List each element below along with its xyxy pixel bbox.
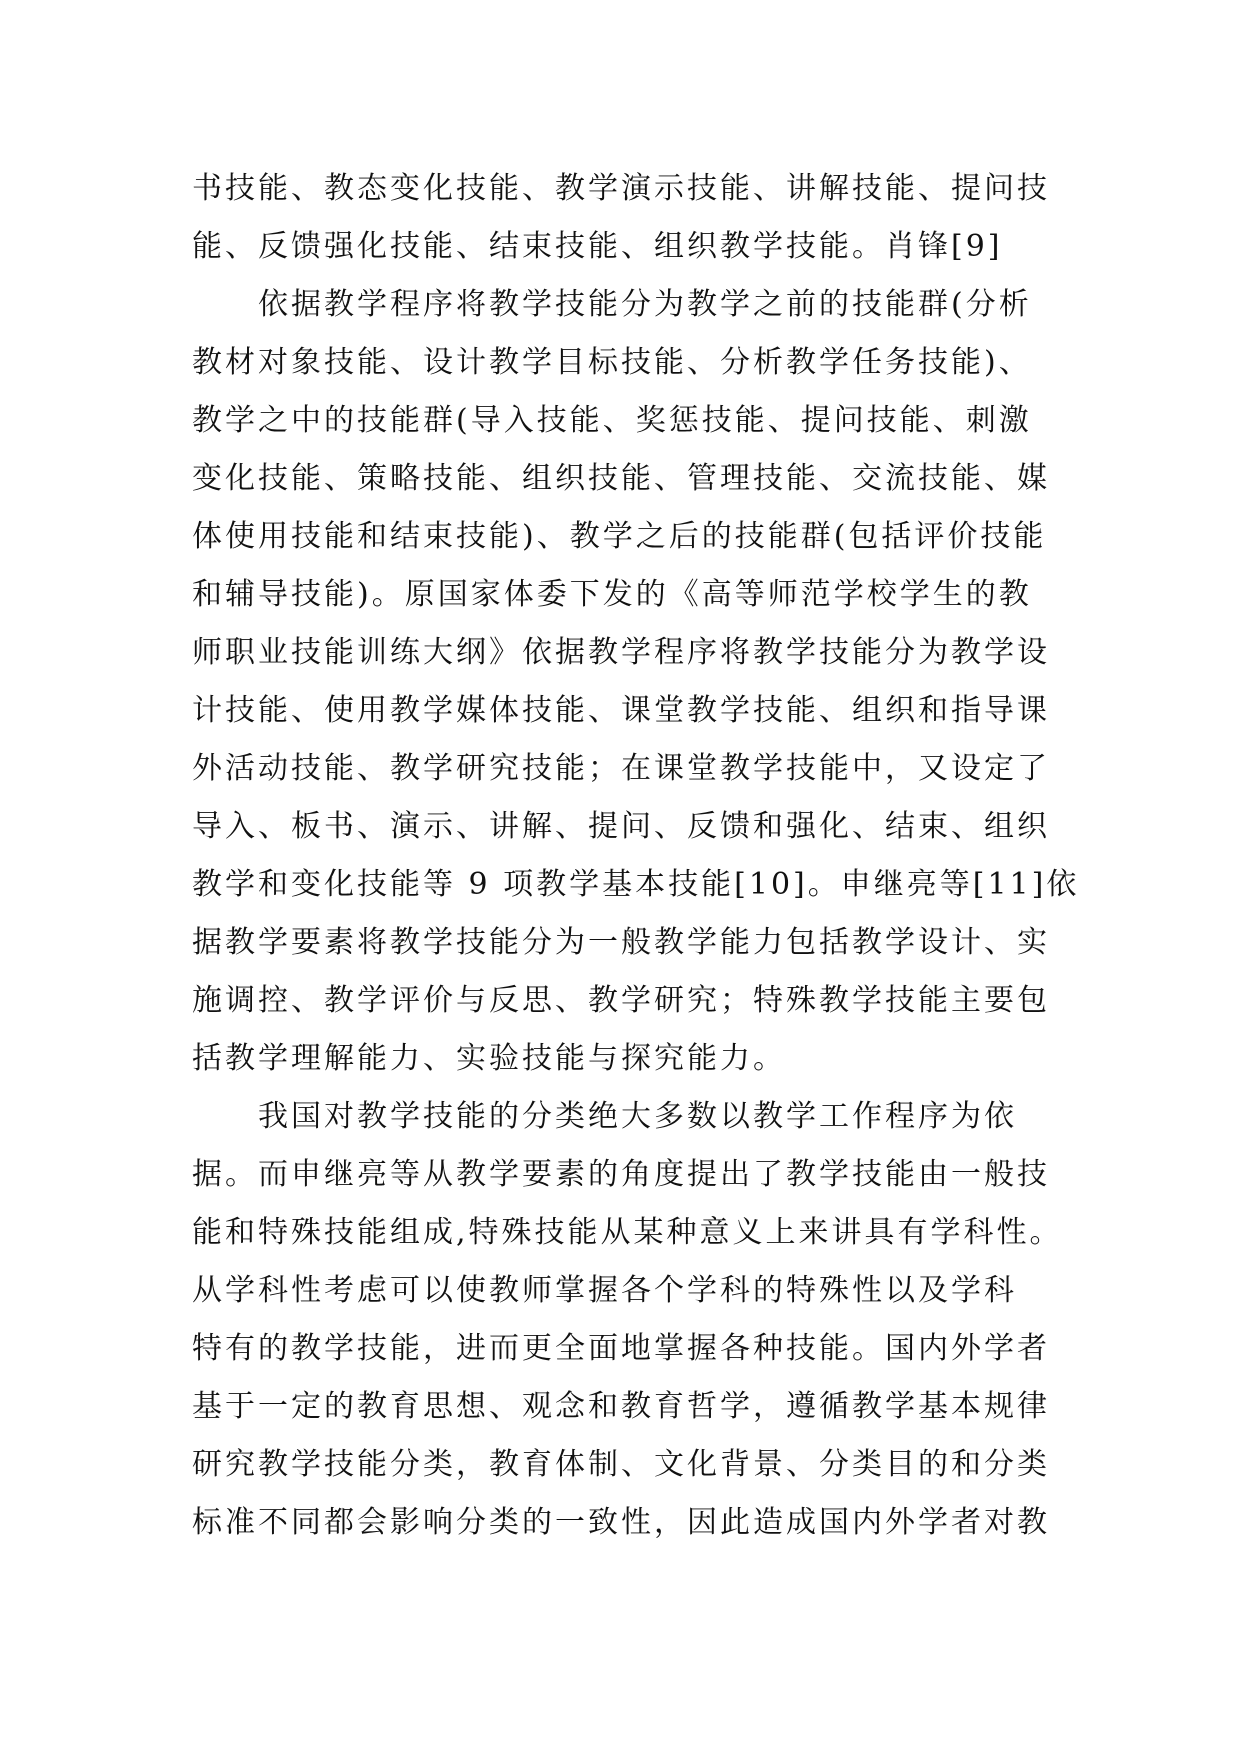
text-line: 能、反馈强化技能、结束技能、组织教学技能。肖锋[9] xyxy=(192,229,1003,264)
text-line: 和辅导技能)。原国家体委下发的《高等师范学校学生的教 xyxy=(192,577,1032,612)
text-line: 基于一定的教育思想、观念和教育哲学，遵循教学基本规律 xyxy=(192,1389,1050,1424)
text-line: 依据教学程序将教学技能分为教学之前的技能群(分析 xyxy=(192,287,1032,322)
text-line: 体使用技能和结束技能)、教学之后的技能群(包括评价技能 xyxy=(192,519,1047,554)
text-line: 标准不同都会影响分类的一致性，因此造成国内外学者对教 xyxy=(192,1505,1050,1540)
body-text xyxy=(192,160,1080,1552)
text-line: 教学之中的技能群(导入技能、奖惩技能、提问技能、刺激 xyxy=(192,403,1032,438)
paragraph-1 xyxy=(192,160,1052,276)
text-line: 教材对象技能、设计教学目标技能、分析教学任务技能)、 xyxy=(192,345,1032,380)
text-line: 特有的教学技能，进而更全面地掌握各种技能。国内外学者 xyxy=(192,1331,1050,1366)
text-line: 外活动技能、教学研究技能；在课堂教学技能中，又设定了 xyxy=(192,751,1050,786)
text-line: 括教学理解能力、实验技能与探究能力。 xyxy=(192,1041,786,1076)
text-line: 变化技能、策略技能、组织技能、管理技能、交流技能、媒 xyxy=(192,461,1050,496)
text-line: 据。而申继亮等从教学要素的角度提出了教学技能由一般技 xyxy=(192,1157,1050,1192)
text-line: 从学科性考虑可以使教师掌握各个学科的特殊性以及学科 xyxy=(192,1273,1017,1308)
text-line: 研究教学技能分类，教育体制、文化背景、分类目的和分类 xyxy=(192,1447,1050,1482)
text-line: 书技能、教态变化技能、教学演示技能、讲解技能、提问技 xyxy=(192,171,1050,206)
text-line: 教学和变化技能等 9 项教学基本技能[10]。申继亮等[11]依 xyxy=(192,867,1080,902)
text-line: 我国对教学技能的分类绝大多数以教学工作程序为依 xyxy=(192,1099,1017,1134)
text-line: 导入、板书、演示、讲解、提问、反馈和强化、结束、组织 xyxy=(192,809,1050,844)
paragraph-3 xyxy=(192,1088,1063,1552)
text-line: 计技能、使用教学媒体技能、课堂教学技能、组织和指导课 xyxy=(192,693,1050,728)
paragraph-2 xyxy=(192,276,1080,1088)
text-line: 施调控、教学评价与反思、教学研究；特殊教学技能主要包 xyxy=(192,983,1050,1018)
text-line: 师职业技能训练大纲》依据教学程序将教学技能分为教学设 xyxy=(192,635,1050,670)
text-line: 据教学要素将教学技能分为一般教学能力包括教学设计、实 xyxy=(192,925,1050,960)
text-line: 能和特殊技能组成,特殊技能从某种意义上来讲具有学科性。 xyxy=(192,1215,1063,1250)
